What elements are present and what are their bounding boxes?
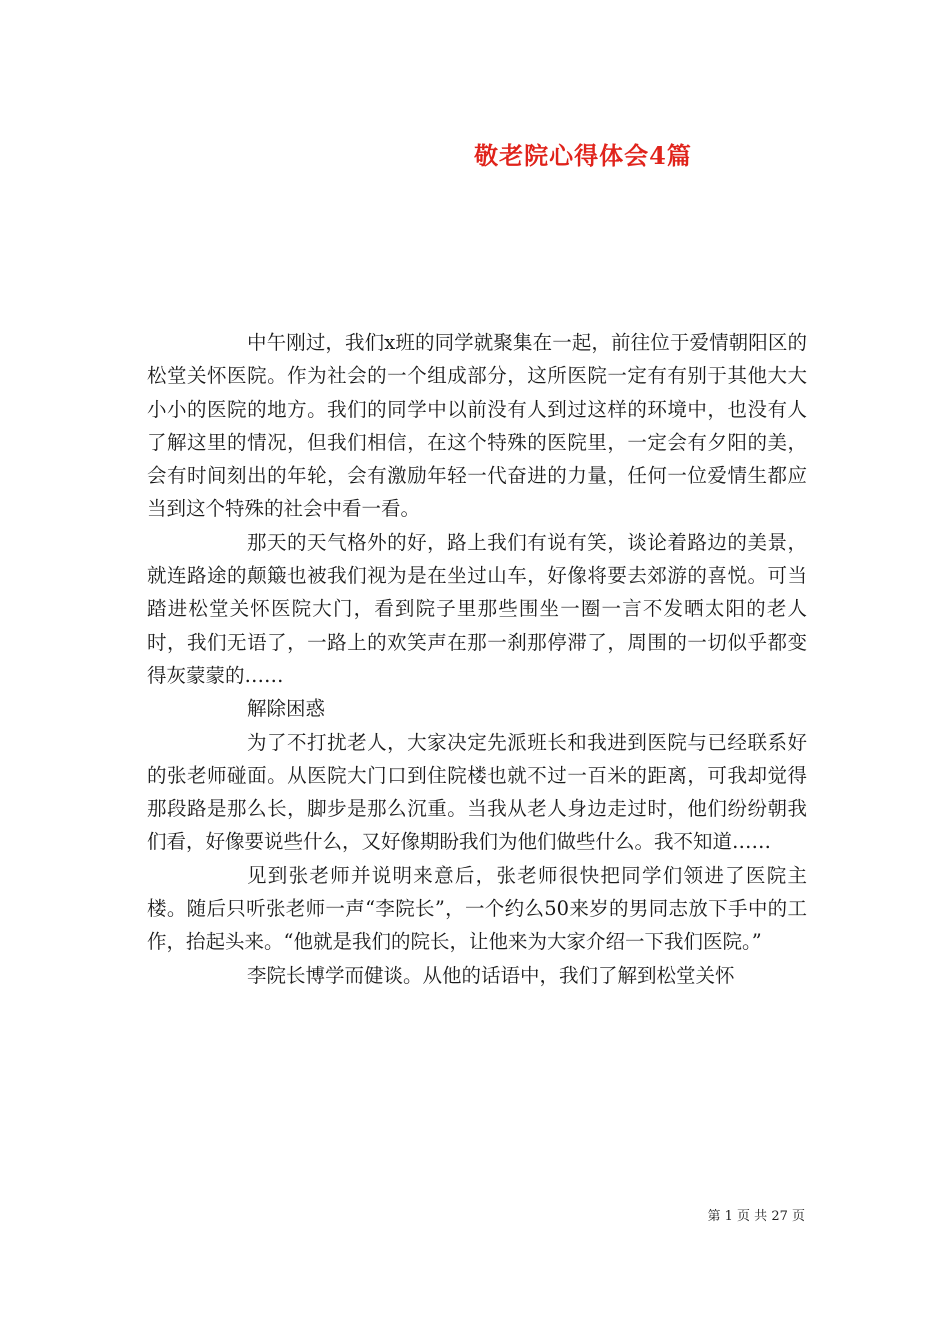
paragraph: 那天的天气格外的好，路上我们有说有笑，谈论着路边的美景，就连路途的颠簸也被我们视为是在坐过山车，好像将要去郊游的喜悦。可当踏进松堂关怀医院大门，看到院子里那些围坐一圈一言不发晒太阳的老人时，我们无语了，一路上的欢笑声在那一刹那停滞了，周围的一切似乎都变得灰蒙蒙的…… xyxy=(147,530,807,687)
page-number: 第 1 页 共 27 页 xyxy=(707,1209,805,1224)
document-body xyxy=(147,326,807,992)
paragraph: 李院长博学而健谈。从他的话语中，我们了解到松堂关怀 xyxy=(247,963,735,987)
paragraph: 中午刚过，我们x班的同学就聚集在一起，前往位于爱情朝阳区的松堂关怀医院。作为社会的一个组成部分，这所医院一定有有别于其他大大小小的医院的地方。我们的同学中以前没有人到过这样的环境中，也没有人了解这里的情况，但我们相信，在这个特殊的医院里，一定会有夕阳的美，会有时间刻出的年轮，会有激励年轻一代奋进的力量，任何一位爱情生都应当到这个特殊的社会中看一看。 xyxy=(147,331,807,521)
paragraph: 为了不打扰老人，大家决定先派班长和我进到医院与已经联系好的张老师碰面。从医院大门口到住院楼也就不过一百米的距离，可我却觉得那段路是那么长，脚步是那么沉重。当我从老人身边走过时，他们纷纷朝我们看，好像要说些什么，又好像期盼我们为他们做些什么。我不知道…… xyxy=(147,730,807,854)
document-title: 敬老院心得体会4篇 xyxy=(474,141,692,170)
paragraph: 见到张老师并说明来意后，张老师很快把同学们领进了医院主楼。随后只听张老师一声“李院长”，一个约么50来岁的男同志放下手中的工作，抬起头来。“他就是我们的院长，让他来为大家介绍一下我们医院。” xyxy=(147,863,807,954)
section-heading: 解除困惑 xyxy=(247,697,326,721)
